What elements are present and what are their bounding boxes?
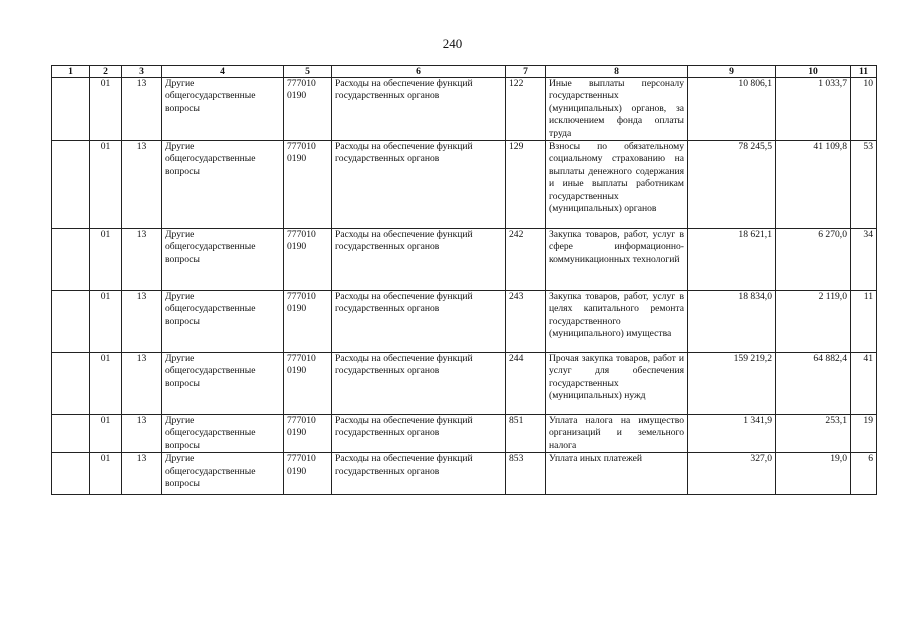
cell-number [52, 141, 90, 229]
table-row [52, 353, 877, 415]
cell-section-name: Другие общегосударственные вопросы [162, 415, 284, 453]
cell-percent: 53 [851, 141, 877, 229]
cell-amount-planned: 1 341,9 [688, 415, 776, 453]
cell-subsection: 13 [122, 415, 162, 453]
cell-subsection: 13 [122, 291, 162, 353]
cell-section-name: Другие общегосударственные вопросы [162, 291, 284, 353]
column-header: 8 [546, 66, 688, 78]
cell-section: 01 [90, 78, 122, 141]
column-header: 10 [776, 66, 851, 78]
cell-amount-executed: 64 882,4 [776, 353, 851, 415]
cell-section-name: Другие общегосударственные вопросы [162, 453, 284, 495]
cell-percent: 11 [851, 291, 877, 353]
column-header: 4 [162, 66, 284, 78]
cell-amount-executed: 19,0 [776, 453, 851, 495]
cell-amount-planned: 159 219,2 [688, 353, 776, 415]
cell-subsection: 13 [122, 453, 162, 495]
cell-subsection: 13 [122, 229, 162, 291]
table-row [52, 291, 877, 353]
column-header: 9 [688, 66, 776, 78]
cell-percent: 10 [851, 78, 877, 141]
table-row [52, 229, 877, 291]
cell-target-name: Расходы на обеспечение функций государственных органов [332, 141, 506, 229]
cell-section: 01 [90, 291, 122, 353]
cell-amount-planned: 18 834,0 [688, 291, 776, 353]
cell-target-article: 777010 0190 [284, 78, 332, 141]
cell-section-name: Другие общегосударственные вопросы [162, 141, 284, 229]
cell-amount-planned: 10 806,1 [688, 78, 776, 141]
cell-target-name: Расходы на обеспечение функций государственных органов [332, 353, 506, 415]
cell-target-name: Расходы на обеспечение функций государственных органов [332, 291, 506, 353]
cell-number [52, 229, 90, 291]
cell-target-article: 777010 0190 [284, 415, 332, 453]
cell-expense-type: 851 [506, 415, 546, 453]
cell-amount-executed: 6 270,0 [776, 229, 851, 291]
cell-number [52, 291, 90, 353]
cell-expense-name: Прочая закупка товаров, работ и услуг для обеспечения государственных (муниципальных) нужд [546, 353, 688, 415]
cell-section-name: Другие общегосударственные вопросы [162, 353, 284, 415]
cell-expense-type: 242 [506, 229, 546, 291]
cell-subsection: 13 [122, 78, 162, 141]
cell-expense-name: Уплата налога на имущество организаций и земельного налога [546, 415, 688, 453]
cell-expense-name: Закупка товаров, работ, услуг в сфере информационно-коммуникационных технологий [546, 229, 688, 291]
cell-expense-type: 853 [506, 453, 546, 495]
cell-amount-executed: 2 119,0 [776, 291, 851, 353]
cell-expense-name: Уплата иных платежей [546, 453, 688, 495]
cell-amount-executed: 253,1 [776, 415, 851, 453]
cell-expense-type: 243 [506, 291, 546, 353]
cell-number [52, 415, 90, 453]
table-row [52, 415, 877, 453]
cell-expense-type: 244 [506, 353, 546, 415]
cell-section: 01 [90, 453, 122, 495]
cell-target-name: Расходы на обеспечение функций государственных органов [332, 415, 506, 453]
table-row [52, 141, 877, 229]
cell-amount-planned: 18 621,1 [688, 229, 776, 291]
cell-subsection: 13 [122, 353, 162, 415]
cell-expense-type: 129 [506, 141, 546, 229]
cell-number [52, 453, 90, 495]
cell-target-article: 777010 0190 [284, 353, 332, 415]
cell-expense-name: Иные выплаты персоналу государственных (муниципальных) органов, за исключением фонда оплаты труда [546, 78, 688, 141]
cell-target-article: 777010 0190 [284, 453, 332, 495]
cell-section: 01 [90, 353, 122, 415]
cell-target-article: 777010 0190 [284, 229, 332, 291]
cell-section: 01 [90, 415, 122, 453]
cell-percent: 19 [851, 415, 877, 453]
column-header: 3 [122, 66, 162, 78]
cell-section: 01 [90, 141, 122, 229]
cell-percent: 34 [851, 229, 877, 291]
cell-expense-name: Взносы по обязательному социальному страхованию на выплаты денежного содержания и иные выплаты работникам государственных (муниципальных) органов [546, 141, 688, 229]
header-row [52, 66, 877, 78]
page-number: 240 [442, 36, 463, 51]
cell-number [52, 78, 90, 141]
cell-target-article: 777010 0190 [284, 291, 332, 353]
cell-section-name: Другие общегосударственные вопросы [162, 78, 284, 141]
column-header: 11 [851, 66, 877, 78]
cell-percent: 41 [851, 353, 877, 415]
column-header: 2 [90, 66, 122, 78]
cell-expense-name: Закупка товаров, работ, услуг в целях капитального ремонта государственного (муниципального) имущества [546, 291, 688, 353]
column-header: 7 [506, 66, 546, 78]
cell-expense-type: 122 [506, 78, 546, 141]
cell-target-name: Расходы на обеспечение функций государственных органов [332, 229, 506, 291]
cell-number [52, 353, 90, 415]
column-header: 5 [284, 66, 332, 78]
cell-amount-planned: 78 245,5 [688, 141, 776, 229]
column-header: 1 [52, 66, 90, 78]
column-header: 6 [332, 66, 506, 78]
cell-subsection: 13 [122, 141, 162, 229]
cell-target-name: Расходы на обеспечение функций государственных органов [332, 453, 506, 495]
cell-target-name: Расходы на обеспечение функций государственных органов [332, 78, 506, 141]
cell-amount-planned: 327,0 [688, 453, 776, 495]
cell-target-article: 777010 0190 [284, 141, 332, 229]
cell-section-name: Другие общегосударственные вопросы [162, 229, 284, 291]
table-row [52, 78, 877, 141]
budget-table [51, 65, 877, 495]
table-row [52, 453, 877, 495]
cell-section: 01 [90, 229, 122, 291]
cell-amount-executed: 41 109,8 [776, 141, 851, 229]
cell-amount-executed: 1 033,7 [776, 78, 851, 141]
cell-percent: 6 [851, 453, 877, 495]
